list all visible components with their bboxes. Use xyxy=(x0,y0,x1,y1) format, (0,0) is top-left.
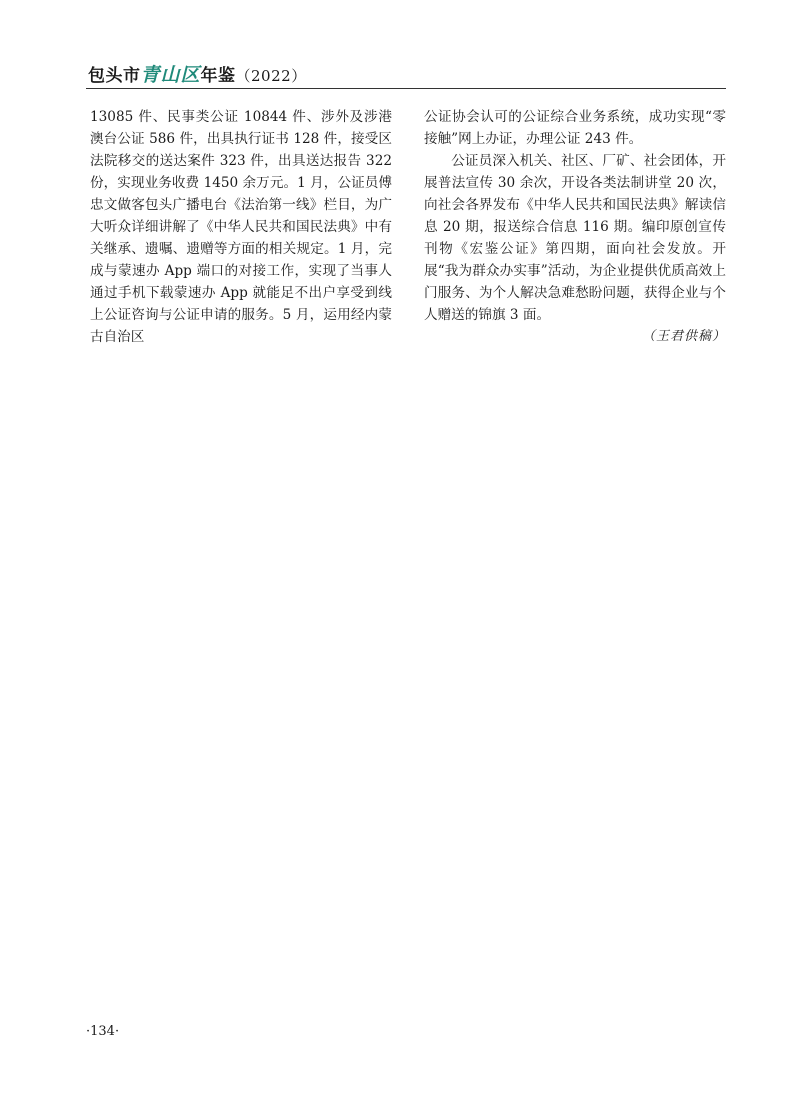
right-column xyxy=(424,106,726,348)
header-district: 青山区 xyxy=(140,64,201,86)
running-head xyxy=(88,60,307,87)
right-column-paragraph-2: 公证员深入机关、社区、厂矿、社会团体，开展普法宣传 30 余次，开设各类法制讲堂 20 次，向社会各界发布《中华人民共和国民法典》解读信息 20 期，报送综合信息 116 期。编印原创宣传刊物《宏鉴公证》第四期，面向社会发放。开展“我为群众办实事”活动，为企业提供优质高效上门服务、为个人解决急难愁盼问题，获得企业与个人赠送的锦旗 3 面。 xyxy=(424,153,726,323)
left-column-paragraph: 13085 件、民事类公证 10844 件、涉外及涉港澳台公证 586 件，出具执行证书 128 件，接受区法院移交的送达案件 323 件，出具送达报告 322 份，实现业务收费 1450 余万元。1 月，公证员傅忠文做客包头广播电台《法治第一线》栏目，为广大听众详细讲解了《中华人民共和国民法典》中有关继承、遗嘱、遗赠等方面的相关规定。1 月，完成与蒙速办 App 端口的对接工作，实现了当事人通过手机下载蒙速办 App 就能足不出户享受到线上公证咨询与公证申请的服务。5 月，运用经内蒙古自治区 xyxy=(90,109,392,345)
right-column-paragraph-1: 公证协会认可的公证综合业务系统，成功实现“零接触”网上办证，办理公证 243 件。 xyxy=(424,109,726,147)
header-rule xyxy=(86,88,726,89)
header-year: （2022） xyxy=(235,67,307,85)
left-column xyxy=(90,106,392,348)
header-yearbook: 年鉴 xyxy=(200,66,236,86)
author-credit: （王君供稿） xyxy=(641,329,726,344)
page-number: ·134· xyxy=(86,1024,120,1039)
header-city: 包头市 xyxy=(88,66,141,86)
